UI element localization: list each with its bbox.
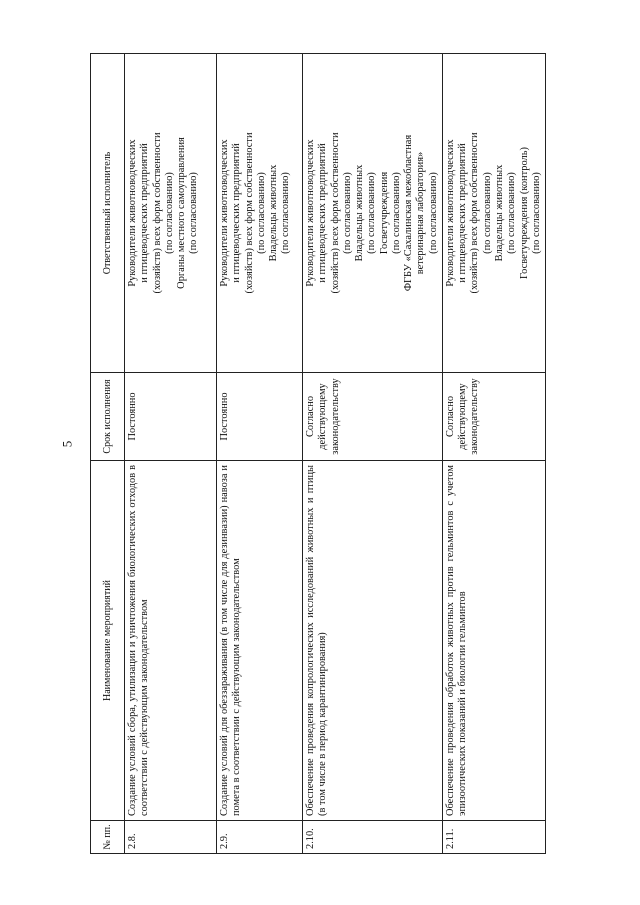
row-number: 2.10. (303, 821, 443, 854)
term-line: действующему (457, 383, 469, 450)
execution-term (442, 373, 545, 461)
measure-name: Обеспечение проведения обработок животных против гельминтов с учетом эпизоотических показаний и биологии гельминтов (442, 461, 545, 821)
responsible-line: (хозяйств) всех форм собственности (329, 132, 341, 294)
term-line: законодательству (469, 378, 481, 455)
term-line: действующему (317, 383, 329, 450)
term-line: Согласно (444, 395, 456, 438)
row-number: 2.8. (125, 821, 217, 854)
responsible-line: (хозяйств) всех форм собственности (469, 132, 481, 294)
page-number: 5 (59, 440, 75, 448)
row-number: 2.11. (442, 821, 545, 854)
responsible-line: (по согласованию) (390, 172, 402, 254)
measure-name: Обеспечение проведения копрологических исследований животных и птицы (в том числе в период карантинирования) (303, 461, 443, 821)
responsible-line: Госветучреждения (контроль) (518, 147, 530, 279)
responsible-line: (по согласованию) (255, 172, 267, 254)
term-line: Согласно (305, 395, 316, 438)
header-responsible: Ответственный исполнитель (91, 54, 125, 373)
responsible-line: (по согласованию) (188, 172, 200, 254)
header-term: Срок исполнения (91, 373, 125, 461)
header-name: Наименование мероприятий (91, 461, 125, 821)
responsible-line: (по согласованию) (280, 172, 292, 254)
responsible-line: Руководители животноводческих (305, 139, 316, 287)
responsible-line: (хозяйств) всех форм собственности (151, 132, 163, 294)
measure-name: Создание условий для обеззараживания (в том числе для дезинвазии) навоза и помета в соответствии с действующим законодательством (217, 461, 303, 821)
measures-table (90, 53, 546, 854)
responsible-line: и птицеводческих предприятий (457, 143, 469, 283)
responsible-line: Владельцы животных (268, 164, 280, 262)
term-line: Постоянно (219, 392, 230, 441)
responsible-executor (303, 54, 443, 373)
table-row (303, 54, 443, 854)
responsible-line: Владельцы животных (493, 164, 505, 262)
responsible-line: Владельцы животных (354, 164, 366, 262)
responsible-executor (125, 54, 217, 373)
table-header-row (91, 54, 125, 854)
responsible-line: ФГБУ «Сахалинская межобластная (403, 134, 415, 292)
responsible-line: и птицеводческих предприятий (139, 143, 151, 283)
term-line: законодательству (329, 378, 341, 455)
responsible-line: и птицеводческих предприятий (231, 143, 243, 283)
responsible-line: и птицеводческих предприятий (317, 143, 329, 283)
responsible-line: Госветучреждения (378, 171, 390, 255)
table-row (125, 54, 217, 854)
execution-term (303, 373, 443, 461)
header-num: № пп. (91, 821, 125, 854)
responsible-line: (по согласованию) (366, 172, 378, 254)
responsible-line: (по согласованию) (427, 172, 439, 254)
row-number: 2.9. (217, 821, 303, 854)
rotated-table-wrapper (90, 54, 542, 854)
responsible-line: (по согласованию) (163, 172, 175, 254)
table-row (442, 54, 545, 854)
responsible-line: (по согласованию) (341, 172, 353, 254)
responsible-line: Руководители животноводческих (127, 139, 138, 287)
responsible-line: Руководители животноводческих (444, 139, 456, 287)
responsible-line: Органы местного самоуправления (176, 137, 188, 289)
execution-term (217, 373, 303, 461)
responsible-executor (217, 54, 303, 373)
measure-name: Создание условий сбора, утилизации и уничтожения биологических отходов в соответствии с действующим законодательством (125, 461, 217, 821)
responsible-line: (по согласованию) (506, 172, 518, 254)
responsible-line: (по согласованию) (481, 172, 493, 254)
responsible-executor (442, 54, 545, 373)
table-row (217, 54, 303, 854)
responsible-line: ветеринарная лаборатория» (415, 151, 427, 275)
rotated-page-area (90, 54, 542, 854)
responsible-line: (хозяйств) всех форм собственности (243, 132, 255, 294)
responsible-line: (по согласованию) (530, 172, 542, 254)
responsible-line: Руководители животноводческих (219, 139, 230, 287)
term-line: Постоянно (127, 392, 138, 441)
execution-term (125, 373, 217, 461)
